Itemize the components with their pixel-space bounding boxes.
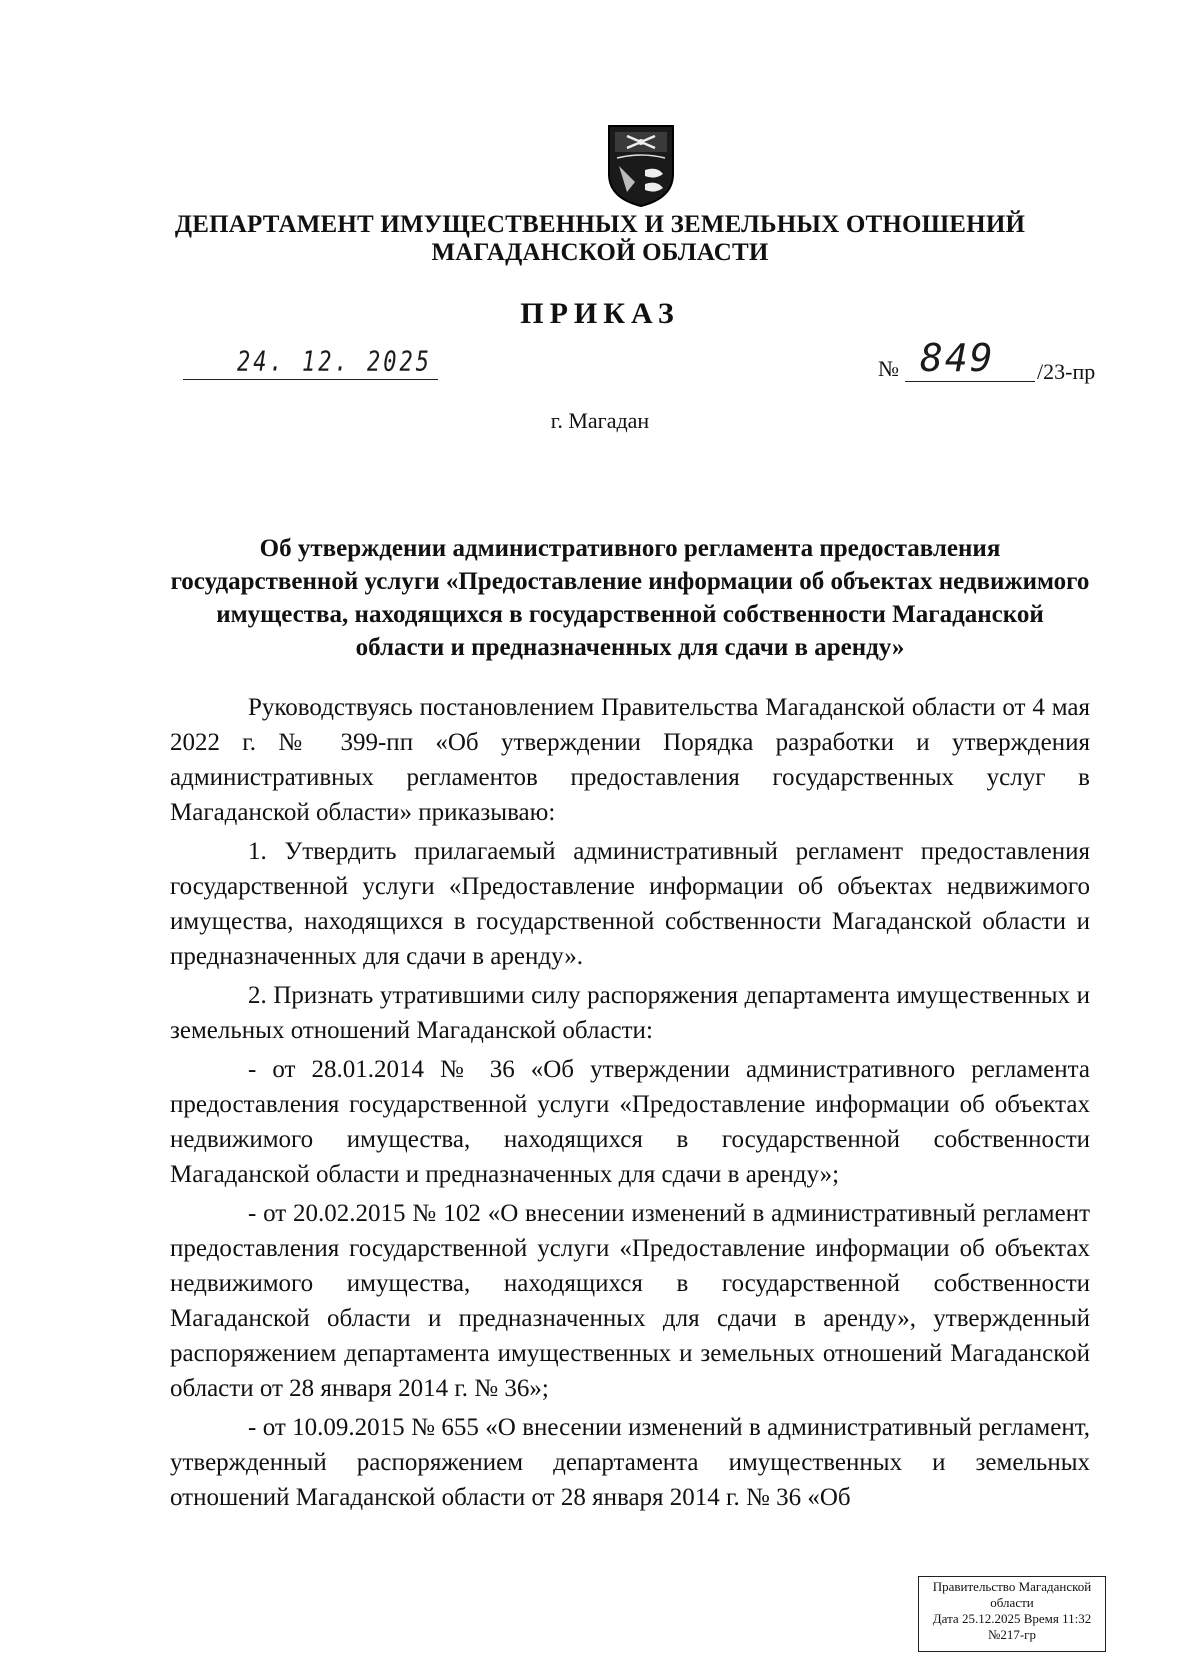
stamp-line-2: области xyxy=(990,1595,1034,1610)
department-name-line1: ДЕПАРТАМЕНТ ИМУЩЕСТВЕННЫХ И ЗЕМЕЛЬНЫХ ОТНОШЕНИЙ xyxy=(174,211,1026,238)
order-number-suffix: /23-пр xyxy=(1037,359,1096,384)
number-sign: № xyxy=(878,356,899,381)
order-number: 849 xyxy=(920,336,995,380)
coat-of-arms-icon xyxy=(605,122,677,208)
body-paragraph-item-1: 1. Утвердить прилагаемый административный регламент предоставления государственной услуги «Предоставление информации об объектах недвижимого имущества, находящихся в государственной собственности Магаданской области и предназначенных для сдачи в аренду». xyxy=(170,838,1090,970)
order-date: 24. 12. 2025 xyxy=(237,346,432,379)
body-paragraph-repeal-2: - от 20.02.2015 № 102 «О внесении изменений в административный регламент предоставления государственной услуги «Предоставление информации об объектах недвижимого имущества, находящихся в государственной собственности Магаданской области и предназначенных для сдачи в аренду», утвержденный распоряжением департамента имущественных и земельных отношений Магаданской области от 28 января 2014 г. № 36»; xyxy=(170,1200,1090,1402)
order-body xyxy=(170,690,1090,1519)
order-subject: Об утверждении административного регламента предоставления государственной услуги «Предоставление информации об объектах недвижимого имущества, находящихся в государственной собственности Магаданской области и предназначенных для сдачи в аренду» xyxy=(170,535,1090,661)
stamp-line-4: №217-гр xyxy=(987,1627,1037,1642)
stamp-line-3: Дата 25.12.2025 Время 11:32 xyxy=(932,1611,1092,1626)
city-line: г. Магадан xyxy=(550,408,650,433)
stamp-line-1: Правительство Магаданской xyxy=(932,1579,1092,1594)
body-paragraph-repeal-1: - от 28.01.2014 № 36 «Об утверждении административного регламента предоставления государственной услуги «Предоставление информации об объектах недвижимого имущества, находящихся в государственной собственности Магаданской области и предназначенных для сдачи в аренду»; xyxy=(170,1056,1090,1188)
registration-stamp xyxy=(918,1576,1106,1652)
document-type-title: ПРИКАЗ xyxy=(520,297,680,330)
body-paragraph-repeal-3: - от 10.09.2015 № 655 «О внесении изменений в административный регламент, утвержденный распоряжением департамента имущественных и земельных отношений Магаданской области от 28 января 2014 г. № 36 «Об xyxy=(170,1414,1090,1511)
department-name-line2: МАГАДАНСКОЙ ОБЛАСТИ xyxy=(431,239,769,266)
body-paragraph-preamble: Руководствуясь постановлением Правительства Магаданской области от 4 мая 2022 г. № 399-пп «Об утверждении Порядка разработки и утверждения административных регламентов предоставления государственных услуг в Магаданской области» приказываю: xyxy=(170,694,1090,826)
body-paragraph-item-2: 2. Признать утратившими силу распоряжения департамента имущественных и земельных отношений Магаданской области: xyxy=(170,982,1090,1044)
